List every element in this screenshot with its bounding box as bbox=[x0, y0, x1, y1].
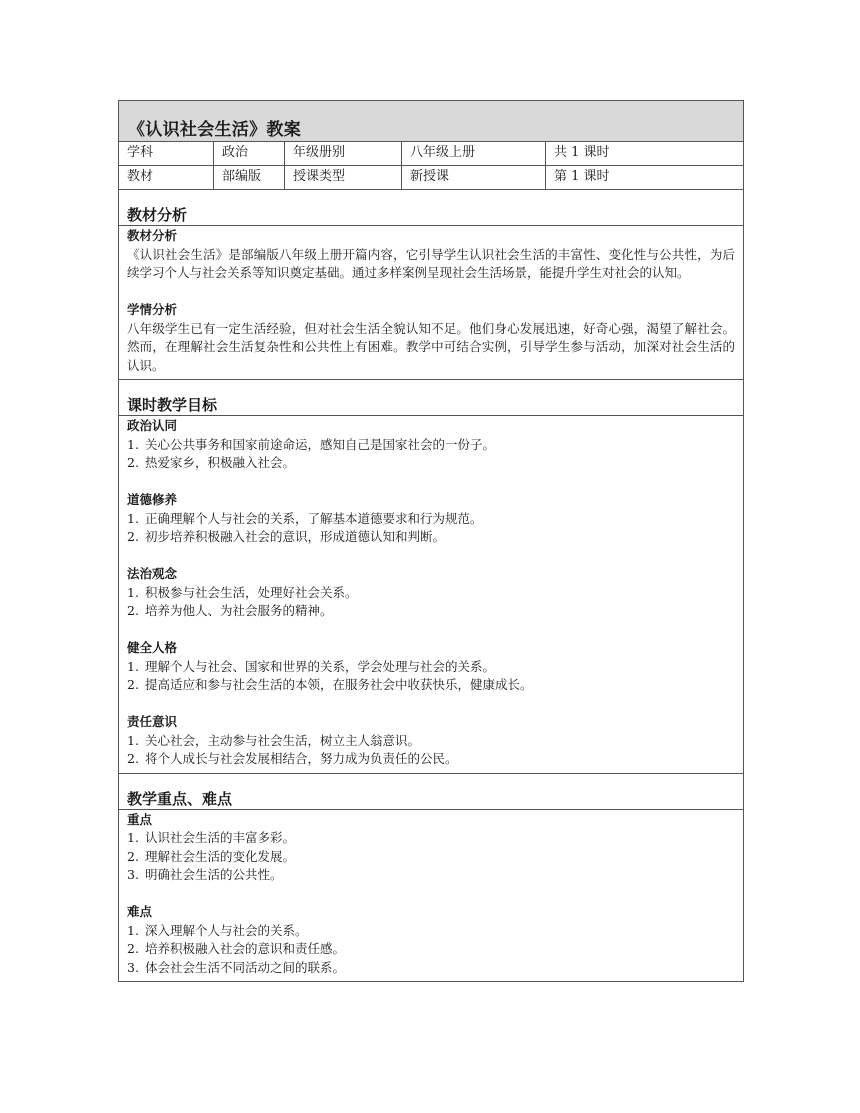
list-item-text: 正确理解个人与社会的关系，了解基本道德要求和行为规范。 bbox=[145, 510, 483, 526]
spacer bbox=[127, 621, 735, 640]
list-item bbox=[127, 584, 735, 603]
list-item-number: 3. bbox=[127, 959, 139, 975]
group-heading: 法治观念 bbox=[127, 566, 178, 581]
section-body-keypoints bbox=[119, 810, 743, 982]
list-item-text: 关心社会，主动参与社会生活，树立主人翁意识。 bbox=[145, 732, 421, 748]
list-item bbox=[127, 848, 735, 867]
spacer bbox=[127, 283, 735, 302]
meta-value-textbook: 部编版 bbox=[214, 166, 285, 189]
meta-label-lesson-type: 授课类型 bbox=[285, 166, 402, 189]
subheading-material-analysis: 教材分析 bbox=[127, 228, 178, 243]
section-heading-goals: 课时教学目标 bbox=[119, 380, 743, 416]
list-item-number: 1. bbox=[127, 658, 139, 674]
section-body-material bbox=[119, 226, 743, 380]
document-title: 《认识社会生活》教案 bbox=[119, 101, 743, 142]
meta-label-subject: 学科 bbox=[119, 142, 214, 165]
list-item-number: 1. bbox=[127, 922, 139, 938]
list-item-number: 2. bbox=[127, 455, 139, 470]
list-item-number: 2. bbox=[127, 751, 139, 766]
list-item bbox=[127, 959, 735, 978]
meta-label-grade: 年级册别 bbox=[285, 142, 402, 165]
list-item bbox=[127, 528, 735, 547]
spacer bbox=[127, 473, 735, 492]
list-item bbox=[127, 940, 735, 959]
list-item-text: 理解社会生活的变化发展。 bbox=[145, 848, 296, 864]
meta-value-grade: 八年级上册 bbox=[402, 142, 546, 165]
list-item-text: 明确社会生活的公共性。 bbox=[145, 867, 283, 882]
list-item-number: 1. bbox=[127, 510, 139, 526]
list-item-number: 1. bbox=[127, 436, 139, 452]
list-item-text: 深入理解个人与社会的关系。 bbox=[145, 922, 308, 938]
list-item-text: 理解个人与社会、国家和世界的关系，学会处理与社会的关系。 bbox=[145, 658, 496, 674]
list-item-number: 2. bbox=[127, 941, 139, 956]
meta-row-textbook bbox=[119, 166, 743, 190]
meta-value-subject: 政治 bbox=[214, 142, 285, 165]
section-body-goals bbox=[119, 416, 743, 774]
meta-total-hours: 共 1 课时 bbox=[554, 145, 610, 160]
list-item-text: 将个人成长与社会发展相结合，努力成为负责任的公民。 bbox=[145, 751, 458, 766]
list-item-text: 提高适应和参与社会生活的本领，在服务社会中收获快乐，健康成长。 bbox=[145, 677, 533, 692]
section-heading-material: 教材分析 bbox=[119, 190, 743, 226]
list-item-text: 初步培养积极融入社会的意识，形成道德认知和判断。 bbox=[145, 529, 446, 544]
group-heading: 道德修养 bbox=[127, 492, 178, 507]
list-item bbox=[127, 658, 735, 677]
group-heading: 政治认同 bbox=[127, 418, 178, 433]
lesson-plan-document bbox=[118, 100, 744, 982]
list-item-text: 体会社会生活不同活动之间的联系。 bbox=[145, 959, 346, 975]
list-item-number: 2. bbox=[127, 603, 139, 618]
meta-label-textbook: 教材 bbox=[119, 166, 214, 189]
list-item-text: 积极参与社会生活，处理好社会关系。 bbox=[145, 584, 358, 600]
list-item bbox=[127, 829, 735, 848]
group-heading: 责任意识 bbox=[127, 714, 178, 729]
meta-row-subject bbox=[119, 142, 743, 166]
group-heading: 难点 bbox=[127, 904, 153, 919]
list-item bbox=[127, 866, 735, 885]
meta-value-lesson-type: 新授课 bbox=[402, 166, 546, 189]
list-item-number: 2. bbox=[127, 529, 139, 544]
list-item-number: 1. bbox=[127, 732, 139, 748]
spacer bbox=[127, 695, 735, 714]
list-item-text: 培养积极融入社会的意识和责任感。 bbox=[145, 941, 346, 956]
list-item bbox=[127, 732, 735, 751]
section-heading-keypoints: 教学重点、难点 bbox=[119, 774, 743, 810]
paragraph-student-analysis: 八年级学生已有一定生活经验，但对社会生活全貌认知不足。他们身心发展迅速，好奇心强，渴望了解社会。然而，在理解社会生活复杂性和公共性上有困难。教学中可结合实例，引导学生参与活动，加深对社会生活的认识。 bbox=[127, 320, 735, 373]
list-item-number: 2. bbox=[127, 677, 139, 692]
list-item-text: 热爱家乡，积极融入社会。 bbox=[145, 455, 296, 470]
group-heading: 重点 bbox=[127, 811, 153, 827]
list-item-number: 1. bbox=[127, 830, 139, 845]
meta-current-hour: 第 1 课时 bbox=[554, 169, 610, 184]
list-item bbox=[127, 602, 735, 621]
list-item bbox=[127, 676, 735, 695]
list-item-text: 培养为他人、为社会服务的精神。 bbox=[145, 603, 333, 618]
list-item bbox=[127, 436, 735, 455]
paragraph-material-analysis: 《认识社会生活》是部编版八年级上册开篇内容，它引导学生认识社会生活的丰富性、变化性与公共性，为后续学习个人与社会关系等知识奠定基础。通过多样案例呈现社会生活场景，能提升学生对社会的认知。 bbox=[127, 246, 735, 280]
list-item bbox=[127, 922, 735, 941]
list-item bbox=[127, 510, 735, 529]
list-item bbox=[127, 454, 735, 473]
list-item-text: 认识社会生活的丰富多彩。 bbox=[145, 830, 296, 845]
spacer bbox=[127, 547, 735, 566]
subheading-student-analysis: 学情分析 bbox=[127, 302, 178, 317]
list-item-text: 关心公共事务和国家前途命运，感知自己是国家社会的一份子。 bbox=[145, 436, 496, 452]
list-item-number: 2. bbox=[127, 848, 139, 864]
group-heading: 健全人格 bbox=[127, 640, 178, 655]
list-item bbox=[127, 750, 735, 769]
list-item-number: 1. bbox=[127, 584, 139, 600]
list-item-number: 3. bbox=[127, 867, 139, 882]
spacer bbox=[127, 885, 735, 904]
